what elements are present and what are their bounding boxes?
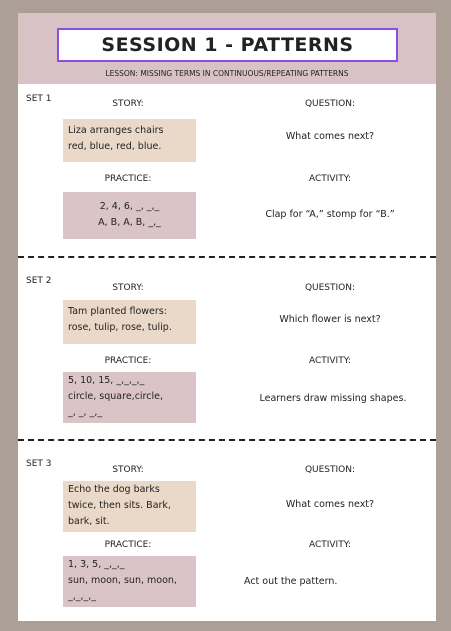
set-1-practice-box xyxy=(63,192,196,239)
set-1-practice-label: PRACTICE: xyxy=(104,174,152,184)
set-3-question-label: QUESTION: xyxy=(304,465,356,475)
set-3-activity-label: ACTIVITY: xyxy=(308,540,352,550)
set-2-question-label: QUESTION: xyxy=(304,283,356,293)
set-3-question: What comes next? xyxy=(285,499,375,510)
set-3-story-line-1: Echo the dog barks xyxy=(68,484,160,495)
set-3-story-line-3: bark, sit. xyxy=(68,516,110,527)
set-3-story-line-2: twice, then sits. Bark, xyxy=(68,500,171,511)
set-3-practice-box xyxy=(63,556,196,607)
set-2-practice-box xyxy=(63,372,196,423)
lesson-subtitle: LESSON: MISSING TERMS IN CONTINUOUS/REPEATING PATTERNS xyxy=(105,69,349,78)
set-1-label: SET 1 xyxy=(26,94,52,104)
set-3-story-label: STORY: xyxy=(112,465,144,475)
set-1-question-label: QUESTION: xyxy=(304,99,356,109)
set-1-story-line-2: red, blue, red, blue. xyxy=(68,141,162,152)
set-1-activity: Clap for “A,” stomp for “B.” xyxy=(265,209,395,220)
set-3-label: SET 3 xyxy=(26,459,52,469)
set-3-practice-line-2: sun, moon, sun, moon, xyxy=(68,575,177,586)
set-1-practice-line-1: 2, 4, 6, _, _,_ xyxy=(99,201,160,212)
set-1-question: What comes next? xyxy=(285,131,375,142)
divider-2 xyxy=(18,439,436,441)
page-title: SESSION 1 - PATTERNS xyxy=(101,34,354,56)
set-1-practice-line-2: A, B, A, B, _,_ xyxy=(98,217,161,228)
divider-1 xyxy=(18,256,436,258)
set-1-story-box xyxy=(63,119,196,162)
worksheet xyxy=(18,13,436,621)
set-3-practice-line-3: _,_,_,_ xyxy=(68,591,97,602)
set-2-question: Which flower is next? xyxy=(279,314,381,325)
set-3-practice-line-1: 1, 3, 5, _,_,_ xyxy=(68,559,125,570)
set-2-practice-label: PRACTICE: xyxy=(104,356,152,366)
set-2-story-line-2: rose, tulip, rose, tulip. xyxy=(68,322,172,333)
set-3-practice-label: PRACTICE: xyxy=(104,540,152,550)
set-1-story-label: STORY: xyxy=(112,99,144,109)
set-2-label: SET 2 xyxy=(26,276,52,286)
set-2-story-label: STORY: xyxy=(112,283,144,293)
set-2-story-box xyxy=(63,300,196,344)
set-2-activity-label: ACTIVITY: xyxy=(308,356,352,366)
set-3-story-box xyxy=(63,481,196,532)
set-2-story-line-1: Tam planted flowers: xyxy=(68,306,167,317)
set-1-activity-label: ACTIVITY: xyxy=(308,174,352,184)
set-2-activity: Learners draw missing shapes. xyxy=(259,393,407,404)
set-1-story-line-1: Liza arranges chairs xyxy=(68,125,164,136)
header xyxy=(18,13,436,84)
set-2-practice-line-2: circle, square,circle, xyxy=(68,391,163,402)
set-2-practice-line-3: _, _, _,_ xyxy=(68,407,103,418)
title-box xyxy=(57,28,398,62)
set-2-practice-line-1: 5, 10, 15, _,_,_,_ xyxy=(68,375,145,386)
set-3-activity: Act out the pattern. xyxy=(244,576,338,587)
